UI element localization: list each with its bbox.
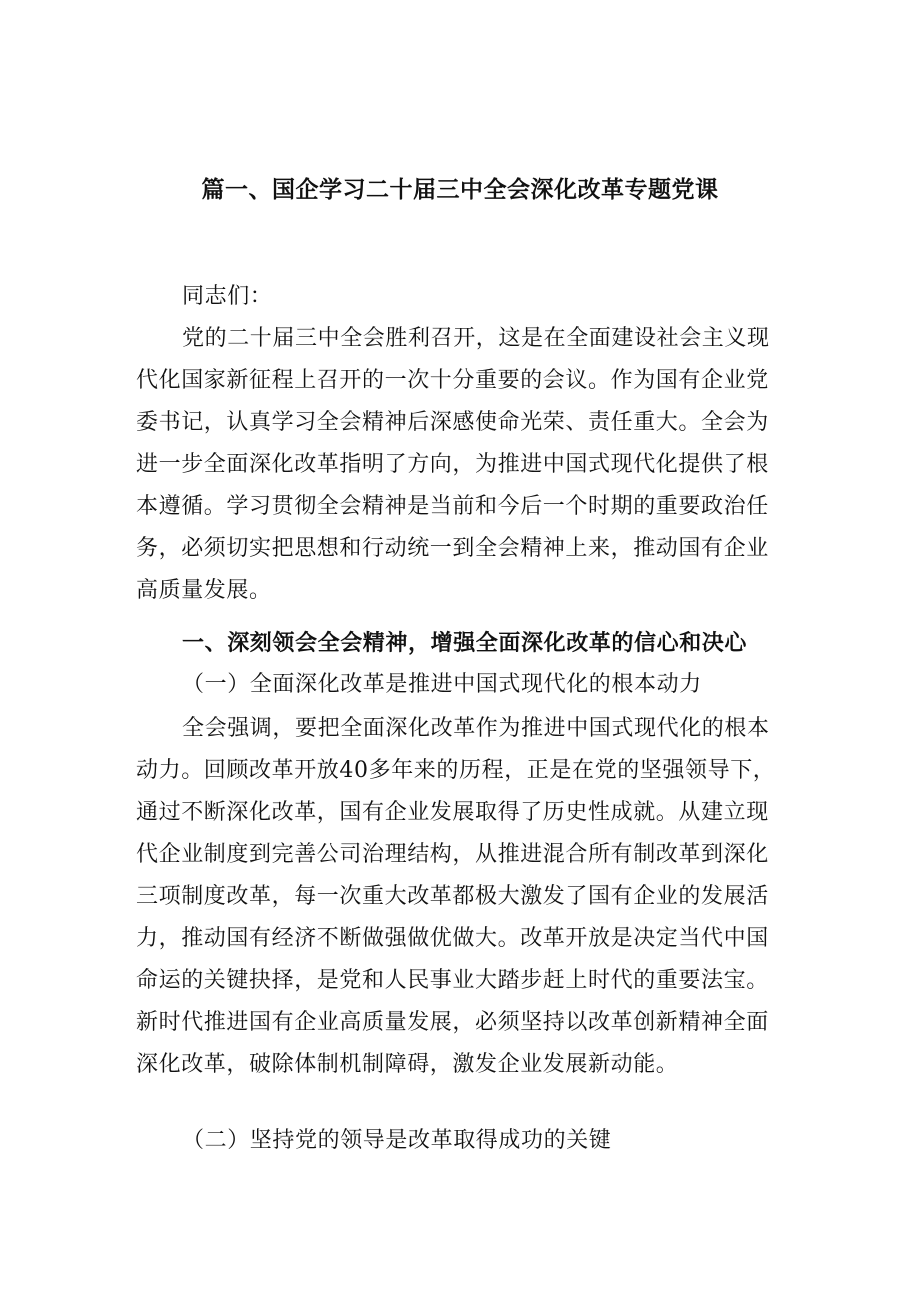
paragraph-line: 高质量发展。	[136, 578, 272, 603]
paragraph-line: 代企业制度到完善公司治理结构，从推进混合所有制改革到深化	[136, 842, 769, 867]
paragraph-line: 力，推动国有经济不断做强做优做大。改革开放是决定当代中国	[136, 926, 769, 951]
paragraph-line: 通过不断深化改革，国有企业发展取得了历史性成就。从建立现	[136, 800, 769, 825]
paragraph-line: 新时代推进国有企业高质量发展，必须坚持以改革创新精神全面	[136, 1010, 769, 1035]
section-heading: 一、深刻领会全会精神，增强全面深化改革的信心和决心	[182, 630, 748, 656]
salutation: 同志们：	[182, 284, 273, 309]
subsection-heading: （一）全面深化改革是推进中国式现代化的根本动力	[182, 672, 702, 697]
paragraph-line: 进一步全面深化改革指明了方向，为推进中国式现代化提供了根	[136, 452, 769, 477]
subsection-heading: （二）坚持党的领导是改革取得成功的关键	[182, 1128, 612, 1153]
paragraph-line: 命运的关键抉择，是党和人民事业大踏步赶上时代的重要法宝。	[136, 968, 769, 993]
paragraph-line: 党的二十届三中全会胜利召开，这是在全面建设社会主义现	[182, 326, 770, 351]
paragraph-line: 三项制度改革，每一次重大改革都极大激发了国有企业的发展活	[136, 884, 769, 909]
paragraph-line: 务，必须切实把思想和行动统一到全会精神上来，推动国有企业	[136, 536, 769, 561]
paragraph-line: 动力。回顾改革开放40多年来的历程，正是在党的坚强领导下，	[136, 758, 776, 783]
paragraph-line: 代化国家新征程上召开的一次十分重要的会议。作为国有企业党	[136, 368, 769, 393]
paragraph-line: 委书记，认真学习全会精神后深感使命光荣、责任重大。全会为	[136, 410, 769, 435]
paragraph-line: 全会强调，要把全面深化改革作为推进中国式现代化的根本	[182, 716, 770, 741]
document-title: 篇一、国企学习二十届三中全会深化改革专题党课	[201, 176, 719, 203]
paragraph-line: 深化改革，破除体制机制障碍，激发企业发展新动能。	[136, 1052, 679, 1077]
paragraph-line: 本遵循。学习贯彻全会精神是当前和今后一个时期的重要政治任	[136, 494, 769, 519]
